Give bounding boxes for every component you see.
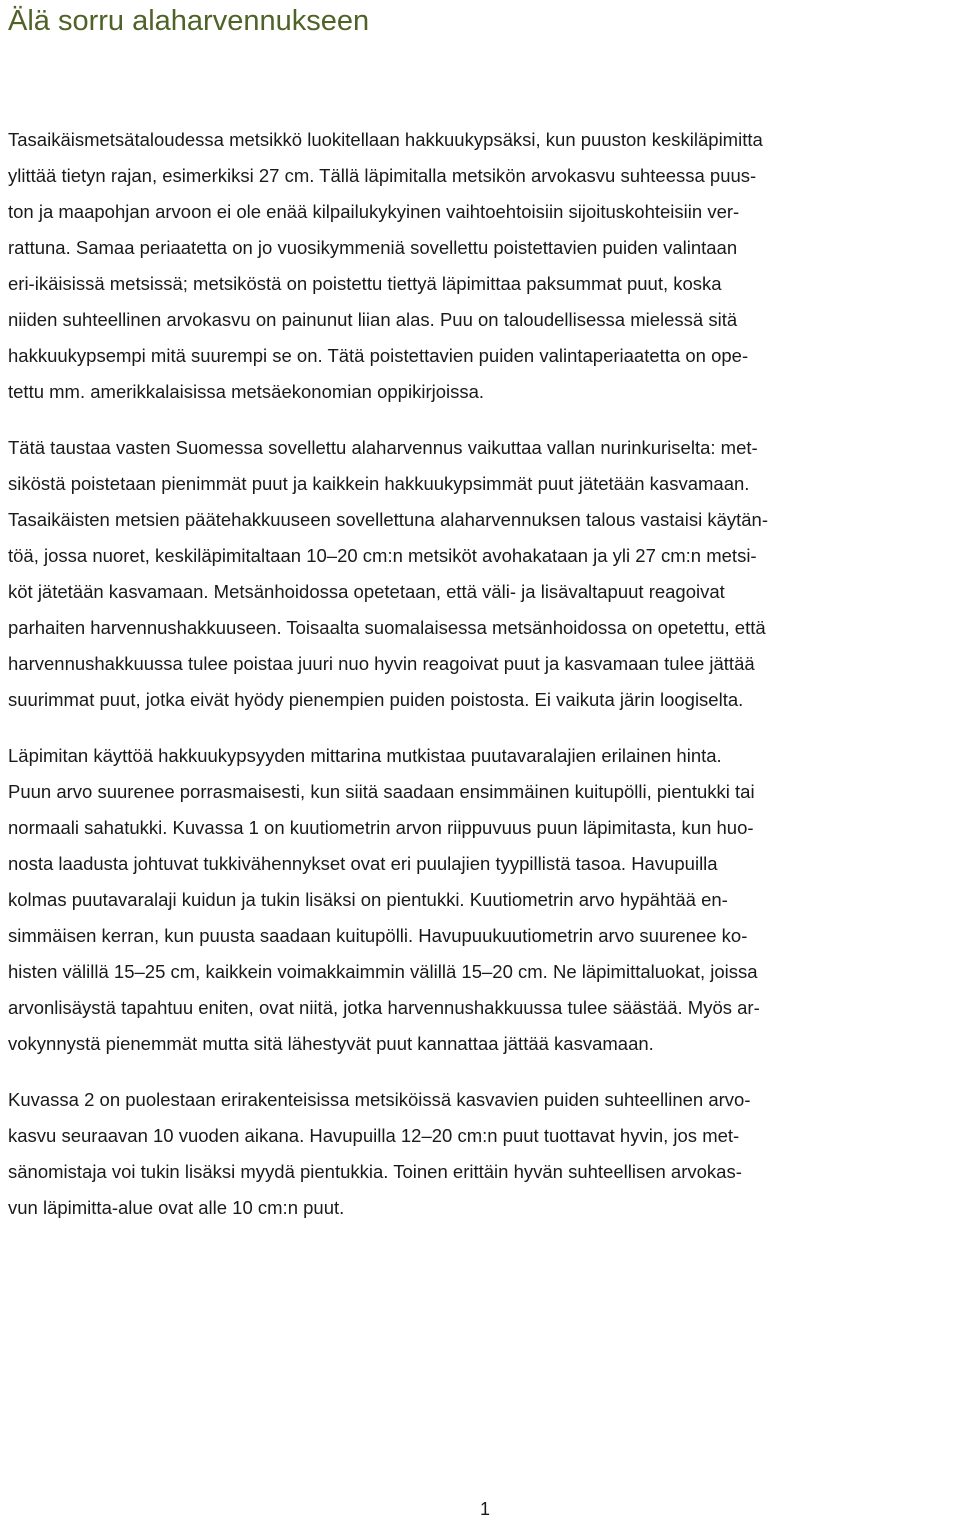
text-line: niiden suhteellinen arvokasvu on painunut liian alas. Puu on taloudellisessa mielessä sitä [8, 309, 738, 330]
paragraph-gap [8, 410, 956, 430]
text-line: arvonlisäystä tapahtuu eniten, ovat niitä, jotka harvennushakkuussa tulee säästää. Myös ar- [8, 997, 760, 1018]
paragraph-gap [8, 1062, 956, 1082]
text-line: Tätä taustaa vasten Suomessa sovellettu alaharvennus vaikuttaa vallan nurinkuriselta: met- [8, 437, 758, 458]
text-line: Tasaikäismetsätaloudessa metsikkö luokitellaan hakkuukypsäksi, kun puuston keskiläpimitta [8, 129, 763, 150]
text-line: parhaiten harvennushakkuuseen. Toisaalta suomalaisessa metsänhoidossa on opetettu, että [8, 617, 766, 638]
page-number: 1 [479, 1499, 490, 1519]
text-line: Tasaikäisten metsien päätehakkuuseen sovellettuna alaharvennuksen talous vastaisi käytän- [8, 509, 768, 530]
text-line: köt jätetään kasvamaan. Metsänhoidossa opetetaan, että väli- ja lisävaltapuut reagoivat [8, 581, 725, 602]
text-line: harvennushakkuussa tulee poistaa juuri nuo hyvin reagoivat puut ja kasvamaan tulee jättää [8, 653, 755, 674]
text-line: suurimmat puut, jotka eivät hyödy pienempien puiden poistosta. Ei vaikuta järin loogiselta. [8, 689, 744, 710]
text-line: töä, jossa nuoret, keskiläpimitaltaan 10–20 cm:n metsiköt avohakataan ja yli 27 cm:n metsi- [8, 545, 757, 566]
paragraph-gap [8, 718, 956, 738]
paragraph-2 [8, 430, 956, 718]
document-body [8, 122, 956, 1226]
text-line: kasvu seuraavan 10 vuoden aikana. Havupuilla 12–20 cm:n puut tuottavat hyvin, jos met- [8, 1125, 740, 1146]
text-line: normaali sahatukki. Kuvassa 1 on kuutiometrin arvon riippuvuus puun läpimitasta, kun huo- [8, 817, 754, 838]
text-line: tettu mm. amerikkalaisissa metsäekonomian oppikirjoissa. [8, 381, 485, 402]
paragraph-1 [8, 122, 956, 410]
text-line: ton ja maapohjan arvoon ei ole enää kilpailukykyinen vaihtoehtoisiin sijoituskohteisiin ver- [8, 201, 740, 222]
text-line: sänomistaja voi tukin lisäksi myydä pientukkia. Toinen erittäin hyvän suhteellisen arvokas- [8, 1161, 742, 1182]
text-line: nosta laadusta johtuvat tukkivähennykset ovat eri puulajien tyypillistä tasoa. Havupuilla [8, 853, 718, 874]
text-line: eri-ikäisissä metsissä; metsiköstä on poistettu tiettyä läpimittaa paksummat puut, koska [8, 273, 722, 294]
page-title: Älä sorru alaharvennukseen [8, 5, 370, 37]
paragraph-3 [8, 738, 956, 1062]
text-line: simmäisen kerran, kun puusta saadaan kuitupölli. Havupuukuutiometrin arvo suurenee ko- [8, 925, 748, 946]
text-line: rattuna. Samaa periaatetta on jo vuosikymmeniä sovellettu poistettavien puiden valintaan [8, 237, 738, 258]
text-line: Kuvassa 2 on puolestaan erirakenteisissa metsiköissä kasvavien puiden suhteellinen arvo- [8, 1089, 751, 1110]
paragraph-4 [8, 1082, 956, 1226]
text-line: Puun arvo suurenee porrasmaisesti, kun siitä saadaan ensimmäinen kuitupölli, pientukki tai [8, 781, 755, 802]
text-line: histen välillä 15–25 cm, kaikkein voimakkaimmin välillä 15–20 cm. Ne läpimittaluokat, joissa [8, 961, 758, 982]
text-line: kolmas puutavaralaji kuidun ja tukin lisäksi on pientukki. Kuutiometrin arvo hypähtää en- [8, 889, 728, 910]
text-line: vun läpimitta-alue ovat alle 10 cm:n puut. [8, 1197, 345, 1218]
text-line: hakkuukypsempi mitä suurempi se on. Tätä poistettavien puiden valintaperiaatetta on ope- [8, 345, 749, 366]
text-line: siköstä poistetaan pienimmät puut ja kaikkein hakkuukypsimmät puut jätetään kasvamaan. [8, 473, 750, 494]
text-line: ylittää tietyn rajan, esimerkiksi 27 cm. Tällä läpimitalla metsikön arvokasvu suhteessa puus- [8, 165, 757, 186]
text-line: Läpimitan käyttöä hakkuukypsyyden mittarina mutkistaa puutavaralajien erilainen hinta. [8, 745, 722, 766]
text-line: vokynnystä pienemmät mutta sitä lähestyvät puut kannattaa jättää kasvamaan. [8, 1033, 654, 1054]
